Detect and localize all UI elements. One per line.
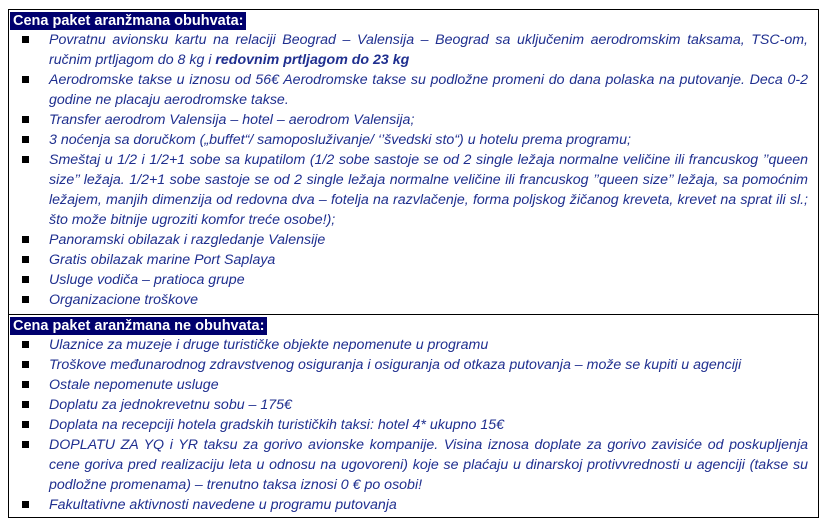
square-bullet-icon [22,421,29,428]
square-bullet-icon [22,296,29,303]
excluded-section [8,314,819,518]
list-item: Organizacione troškove [9,290,818,310]
square-bullet-icon [22,116,29,123]
square-bullet-icon [22,401,29,408]
included-heading: Cena paket aranžmana obuhvata: [10,12,246,30]
list-item: 3 noćenja sa doručkom („buffet“/ samoposluživanje/ ‘’švedski sto“) u hotelu prema programu; [9,130,818,150]
list-item: Panoramski obilazak i razgledanje Valensije [9,230,818,250]
list-item: Povratnu avionsku kartu na relaciji Beograd – Valensija – Beograd sa uključenim aerodromskim taksama, TSC-om, ručnim prtljagom do 8 kg i redovnim prtljagom do 23 kg [9,30,818,70]
square-bullet-icon [22,381,29,388]
square-bullet-icon [22,256,29,263]
square-bullet-icon [22,156,29,163]
square-bullet-icon [22,501,29,508]
list-item: Doplata na recepciji hotela gradskih turističkih taksi: hotel 4* ukupno 15€ [9,415,818,435]
square-bullet-icon [22,136,29,143]
included-list [9,30,818,310]
square-bullet-icon [22,76,29,83]
list-item: Gratis obilazak marine Port Saplaya [9,250,818,270]
list-item: Troškove međunarodnog zdravstvenog osiguranja i osiguranja od otkaza putovanja – može se kupiti u agenciji [9,355,818,375]
square-bullet-icon [22,276,29,283]
list-item: Fakultativne aktivnosti navedene u programu putovanja [9,495,818,515]
included-section [8,9,819,315]
square-bullet-icon [22,361,29,368]
list-item: Doplatu za jednokrevetnu sobu – 175€ [9,395,818,415]
square-bullet-icon [22,36,29,43]
list-item: Ulaznice za muzeje i druge turističke objekte nepomenute u programu [9,335,818,355]
excluded-heading: Cena paket aranžmana ne obuhvata: [10,317,267,335]
square-bullet-icon [22,441,29,448]
list-item: Aerodromske takse u iznosu od 56€ Aerodromske takse su podložne promeni do dana polaska na putovanje. Deca 0-2 godine ne placaju aerodromske takse. [9,70,818,110]
excluded-list [9,335,818,515]
list-item: Usluge vodiča – pratioca grupe [9,270,818,290]
list-item: DOPLATU ZA YQ i YR taksu za gorivo avionske kompanije. Visina iznosa doplate za gorivo zavisiće od poskupljenja cene goriva pred realizaciju leta u odnosu na ugovoreni) koje se plaćaju u dinarskoj protivvrednosti u agenciji (takse su podložne promenama) – trenutno taksa iznosi 0 € po osobi! [9,435,818,495]
square-bullet-icon [22,341,29,348]
list-item: Smeštaj u 1/2 i 1/2+1 sobe sa kupatilom (1/2 sobe sastoje se od 2 single ležaja normalne veličine ili francuskog ’’queen size’’ ležaja. 1/2+1 sobe sastoje se od 2 single ležaja normalne veličine ili francuskog ’’queen size’’ ležaja, sa pomoćnim ležajem, manjih dimenzija od redovna dva – fotelja na razvlačenje, forma poljskog žičanog kreveta, krevet na sprat ili sl.; što može bitnije ugroziti komfor treće osobe!); [9,150,818,230]
square-bullet-icon [22,236,29,243]
list-item: Transfer aerodrom Valensija – hotel – aerodrom Valensija; [9,110,818,130]
list-item: Ostale nepomenute usluge [9,375,818,395]
